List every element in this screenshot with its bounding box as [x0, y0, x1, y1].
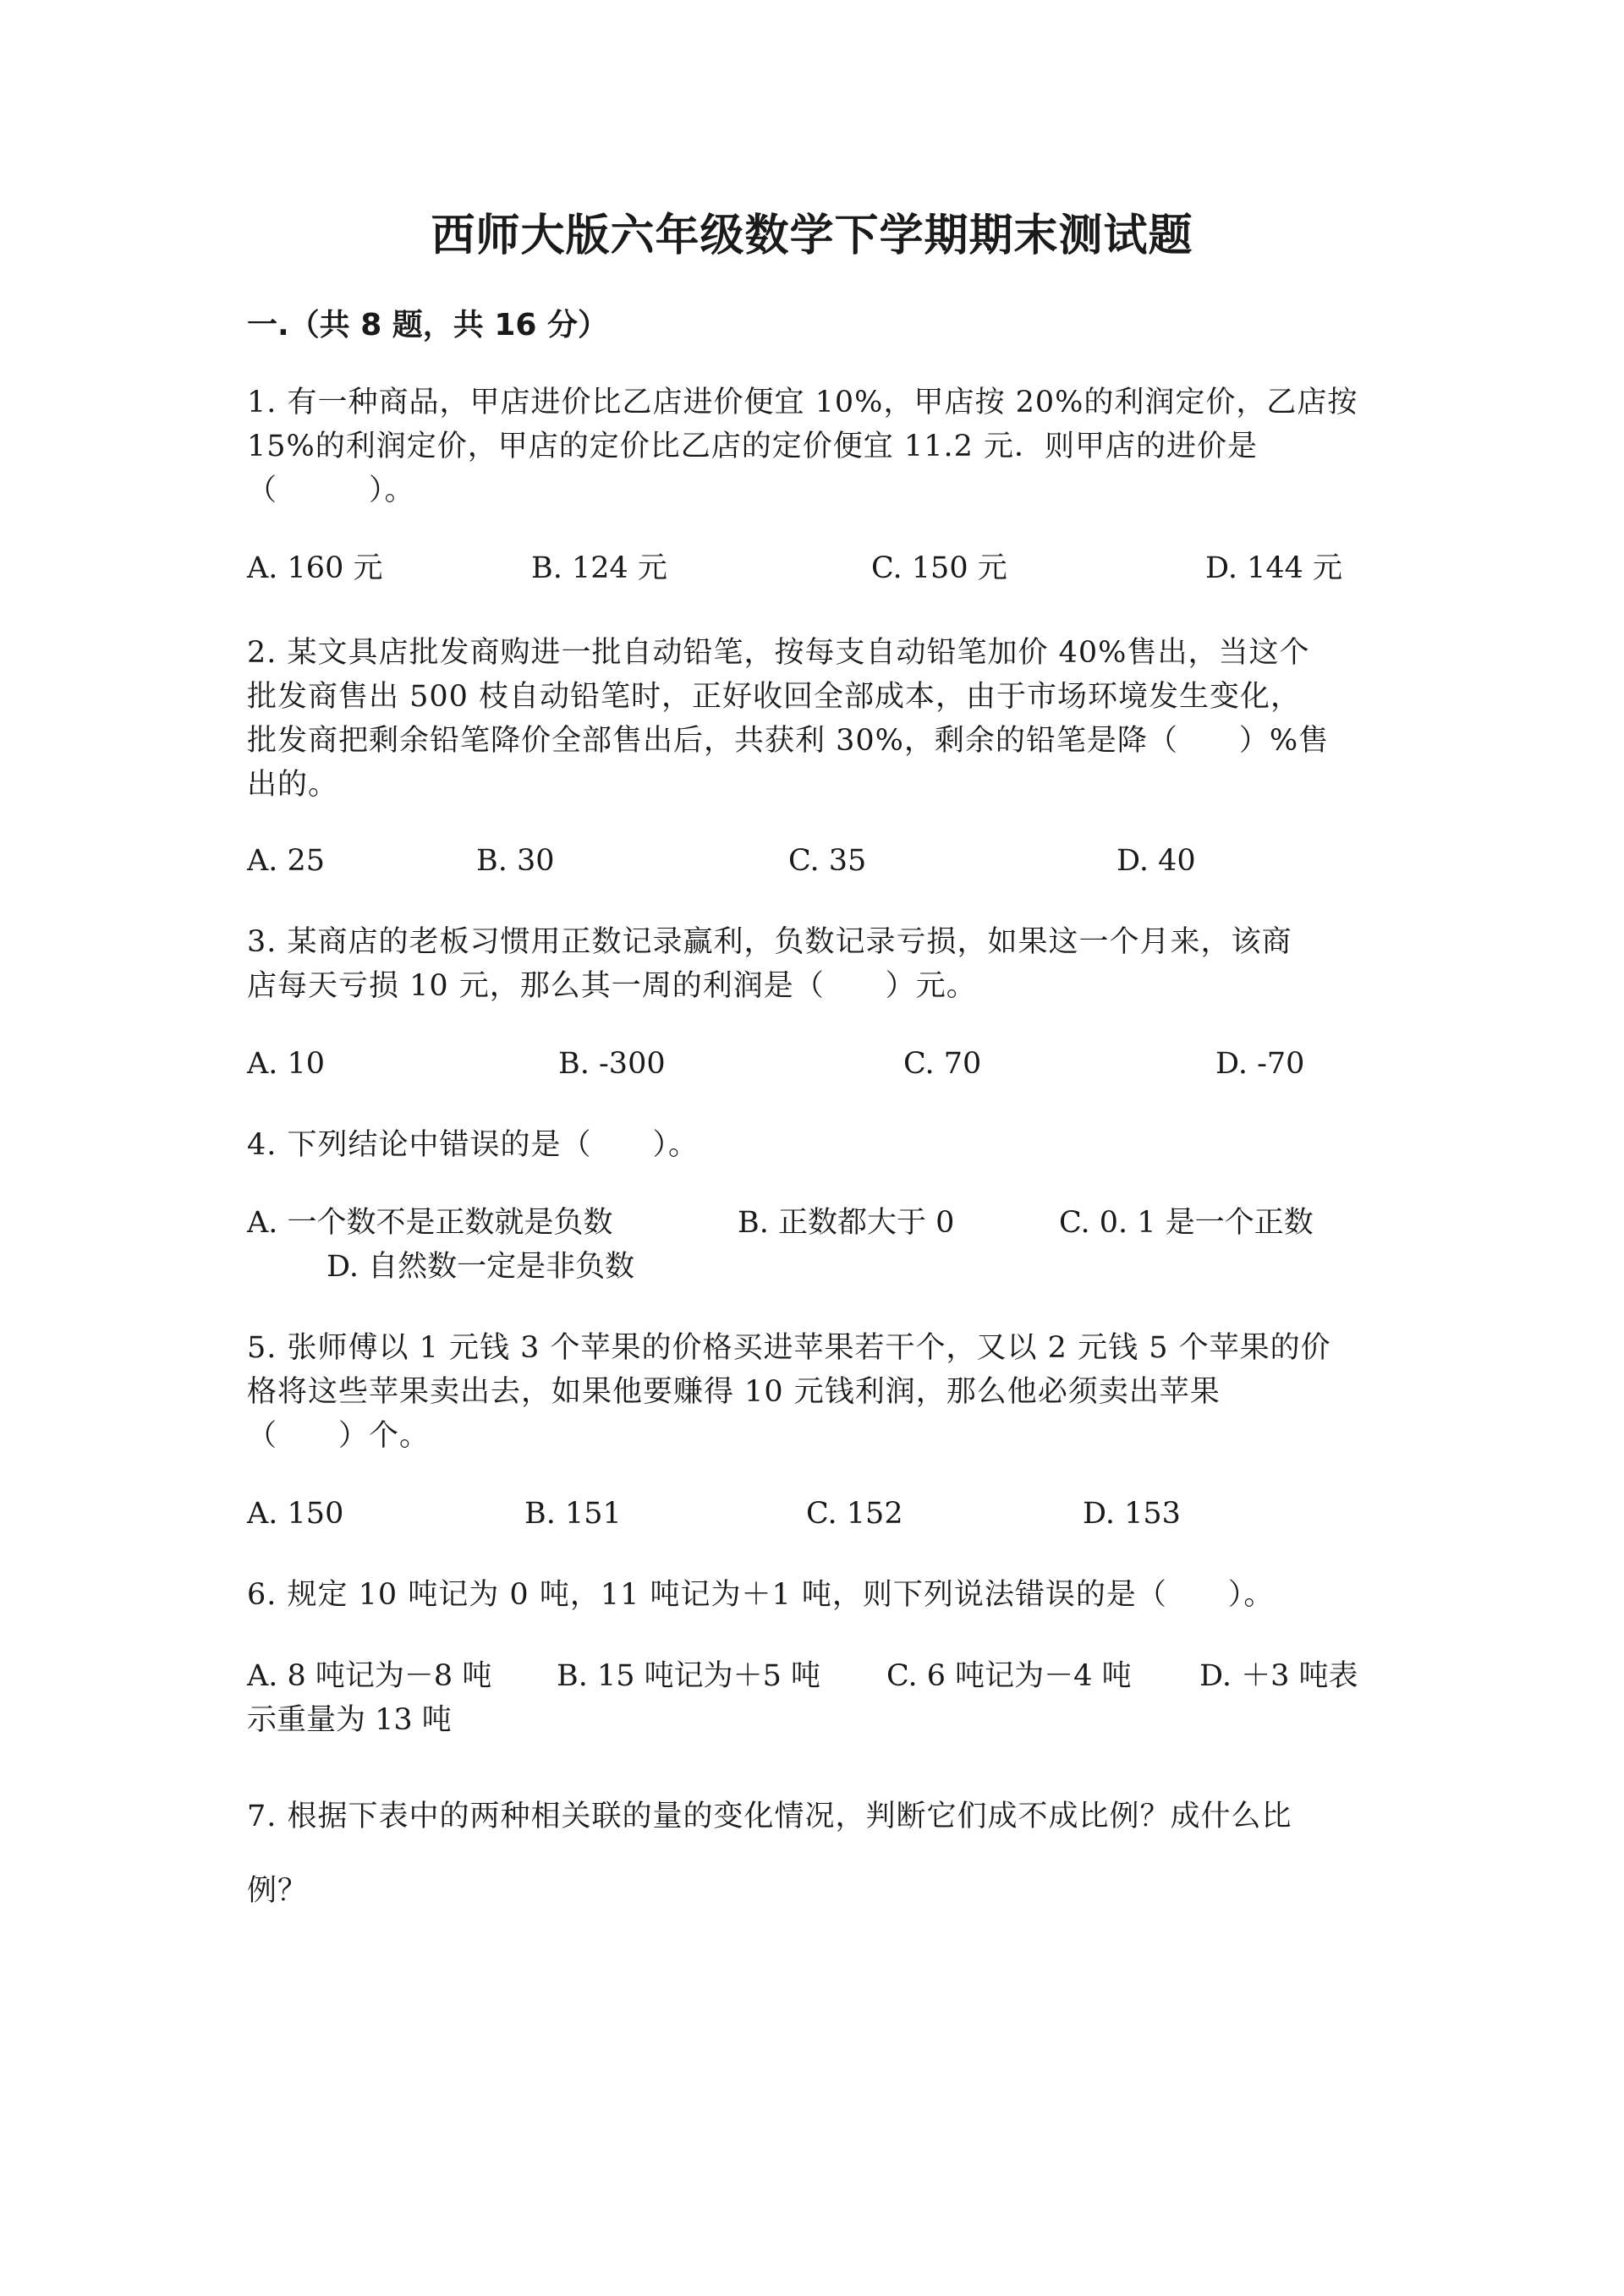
option-c[interactable]: C. 150 元 [871, 551, 1007, 585]
option-a[interactable]: A. 150 [247, 1497, 344, 1531]
question-5 [247, 1326, 1385, 1458]
option-c[interactable]: C. 0. 1 是一个正数 [1059, 1206, 1314, 1240]
option-b[interactable]: B. 151 [524, 1497, 622, 1531]
question-line: 5. 张师傅以 1 元钱 3 个苹果的价格买进苹果若干个，又以 2 元钱 5 个苹果的价 [247, 1331, 1331, 1365]
option-c[interactable]: C. 152 [806, 1497, 903, 1531]
option-b[interactable]: B. 124 元 [531, 551, 667, 585]
option-d-continued: 示重量为 13 吨 [247, 1703, 452, 1737]
option-a[interactable]: A. 一个数不是正数就是负数 [247, 1206, 613, 1240]
section-heading: 一.（共 8 题，共 16 分） [247, 308, 608, 342]
question-6 [247, 1573, 1385, 1617]
option-b[interactable]: B. -300 [558, 1047, 666, 1081]
option-a[interactable]: A. 10 [247, 1047, 326, 1081]
option-d[interactable]: D. 40 [1116, 844, 1196, 878]
question-4 [247, 1123, 1385, 1167]
question-line: 1. 有一种商品，甲店进价比乙店进价便宜 10%，甲店按 20%的利润定价，乙店按 [247, 386, 1358, 419]
option-a[interactable]: A. 8 吨记为－8 吨 [247, 1659, 492, 1693]
option-d[interactable]: D. 自然数一定是非负数 [326, 1250, 635, 1284]
question-1 [247, 381, 1385, 512]
question-line: （ ）个。 [247, 1419, 431, 1453]
question-line: 15%的利润定价，甲店的定价比乙店的定价便宜 11.2 元．则甲店的进价是 [247, 430, 1258, 463]
question-line: 2. 某文具店批发商购进一批自动铅笔，按每支自动铅笔加价 40%售出，当这个 [247, 636, 1310, 670]
option-a[interactable]: A. 25 [247, 844, 326, 878]
option-d[interactable]: D. 153 [1083, 1497, 1181, 1531]
question-line: 店每天亏损 10 元，那么其一周的利润是（ ）元。 [247, 969, 977, 1003]
question-7 [247, 1779, 1385, 1928]
option-b[interactable]: B. 正数都大于 0 [738, 1206, 955, 1240]
option-d[interactable]: D. 144 元 [1205, 551, 1342, 585]
question-line: 出的。 [247, 768, 339, 802]
option-c[interactable]: C. 35 [788, 844, 867, 878]
question-line: （ ）。 [247, 474, 415, 507]
option-d[interactable]: D. ＋3 吨表 [1199, 1659, 1358, 1693]
option-c[interactable]: C. 70 [903, 1047, 982, 1081]
option-b[interactable]: B. 30 [476, 844, 555, 878]
question-line: 6. 规定 10 吨记为 0 吨，11 吨记为＋1 吨，则下列说法错误的是（ ）。 [247, 1578, 1275, 1612]
question-line: 批发商售出 500 枝自动铅笔时，正好收回全部成本，由于市场环境发生变化， [247, 680, 1302, 714]
question-line: 3. 某商店的老板习惯用正数记录赢利，负数记录亏损，如果这一个月来，该商 [247, 925, 1292, 959]
question-2 [247, 631, 1385, 807]
question-3 [247, 920, 1385, 1008]
question-line: 4. 下列结论中错误的是（ ）。 [247, 1128, 700, 1162]
question-line: 例？ [247, 1874, 309, 1908]
question-line: 格将这些苹果卖出去，如果他要赚得 10 元钱利润，那么他必须卖出苹果 [247, 1375, 1221, 1409]
option-d[interactable]: D. -70 [1215, 1047, 1305, 1081]
question-line: 7. 根据下表中的两种相关联的量的变化情况，判断它们成不成比例？成什么比 [247, 1800, 1292, 1833]
option-a[interactable]: A. 160 元 [247, 551, 383, 585]
option-c[interactable]: C. 6 吨记为－4 吨 [886, 1659, 1132, 1693]
question-line: 批发商把剩余铅笔降价全部售出后，共获利 30%，剩余的铅笔是降（ ）%售 [247, 724, 1330, 758]
page-title: 西师大版六年级数学下学期期末测试题 [431, 211, 1193, 261]
option-b[interactable]: B. 15 吨记为＋5 吨 [557, 1659, 821, 1693]
